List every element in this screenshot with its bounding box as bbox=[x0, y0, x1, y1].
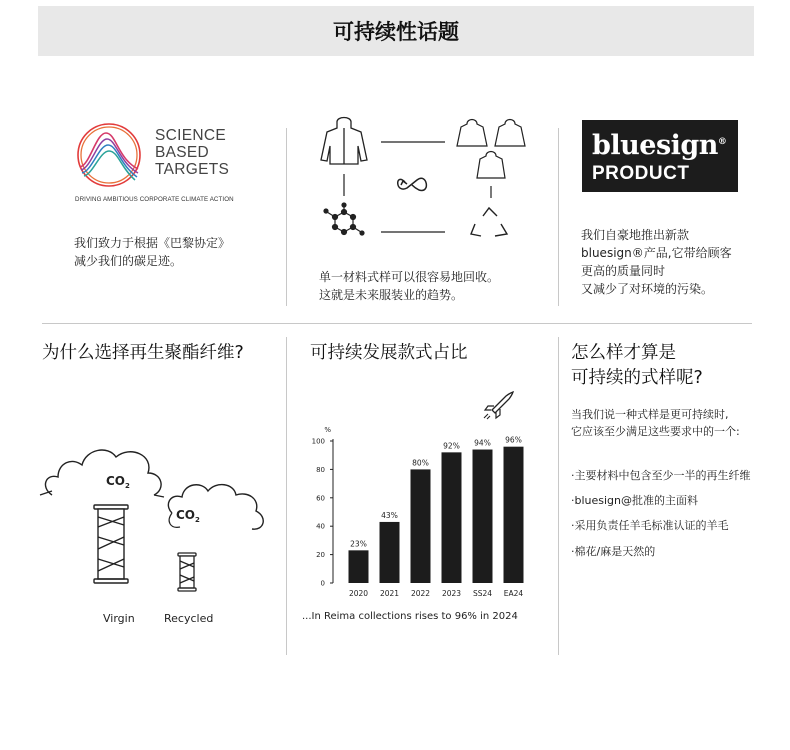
co2-label-virgin: $CO_2$ bbox=[106, 474, 130, 490]
loop-icon bbox=[398, 178, 427, 190]
x-tick-label: 2021 bbox=[379, 589, 400, 598]
sbt-tagline: DRIVING AMBITIOUS CORPORATE CLIMATE ACTION bbox=[75, 196, 234, 203]
style-requirement-item: ·bluesign@批准的主面料 bbox=[571, 494, 699, 507]
style-requirement-item: ·棉花/麻是天然的 bbox=[571, 545, 656, 558]
bar bbox=[411, 469, 431, 583]
divider-bottom-right bbox=[558, 337, 559, 655]
title-line: 怎么样才算是 bbox=[571, 343, 676, 363]
recycle-icon bbox=[471, 208, 507, 236]
text-line: 当我们说一种式样是更可持续时, bbox=[571, 408, 729, 421]
page-header bbox=[38, 6, 754, 56]
bar bbox=[380, 522, 400, 583]
cloud-icon bbox=[168, 485, 263, 530]
text-line: 又减少了对环境的污染。 bbox=[581, 282, 714, 296]
sbt-logo-line: BASED bbox=[155, 144, 210, 161]
bar-value-label: 96% bbox=[505, 435, 522, 445]
rocket-icon bbox=[482, 390, 516, 420]
text-line: 这就是未来服装业的趋势。 bbox=[319, 288, 464, 302]
style-intro bbox=[571, 406, 740, 440]
co2-label-recycled: $CO_2$ bbox=[176, 508, 200, 524]
bluesign-logo-product: PRODUCT bbox=[592, 163, 690, 184]
y-tick-label: 40 bbox=[316, 522, 325, 531]
text-line: 我们自豪地推出新款 bbox=[581, 228, 690, 242]
y-tick-label: 0 bbox=[320, 579, 325, 588]
bluesign-wordmark: bluesign bbox=[592, 130, 718, 161]
virgin-label: Virgin bbox=[103, 612, 135, 625]
text-line: 它应该至少满足这些要求中的一个: bbox=[571, 425, 740, 438]
recycled-spool-icon bbox=[178, 553, 196, 591]
x-tick-label: EA24 bbox=[503, 589, 524, 598]
text-line: 我们致力于根据《巴黎协定》 bbox=[74, 236, 231, 250]
bar-value-label: 43% bbox=[381, 510, 398, 520]
x-tick-label: SS24 bbox=[472, 589, 493, 598]
text-line: bluesign®产品,它带给顾客 bbox=[581, 246, 732, 260]
cloud-icon bbox=[45, 450, 161, 495]
bar bbox=[473, 450, 493, 583]
x-tick-label: 2022 bbox=[410, 589, 431, 598]
title-line: 可持续的式样呢? bbox=[571, 368, 703, 388]
chart-caption: ...In Reima collections rises to 96% in 2024 bbox=[302, 611, 518, 622]
chart-title: 可持续发展款式占比 bbox=[310, 343, 468, 363]
x-tick-label: 2023 bbox=[441, 589, 462, 598]
text-line: 更高的质量同时 bbox=[581, 264, 666, 278]
y-tick-label: 80 bbox=[316, 465, 325, 474]
bar-value-label: 23% bbox=[350, 539, 367, 549]
divider-horizontal bbox=[42, 323, 752, 324]
virgin-spool-icon bbox=[94, 505, 128, 583]
style-requirement-item: ·采用负责任羊毛标准认证的羊毛 bbox=[571, 519, 729, 532]
bar bbox=[349, 550, 369, 583]
bluesign-description bbox=[581, 226, 732, 298]
sbt-logo-icon bbox=[74, 119, 144, 191]
sbt-logo-text bbox=[155, 127, 229, 178]
divider-bottom-left bbox=[286, 337, 287, 655]
divider-top-right bbox=[558, 128, 559, 306]
x-tick-label: 2020 bbox=[348, 589, 369, 598]
mono-material-diagram bbox=[315, 112, 540, 252]
mono-description bbox=[319, 268, 499, 304]
bluesign-logo-word bbox=[592, 126, 728, 162]
bluesign-logo bbox=[582, 120, 738, 192]
page-title: 可持续性话题 bbox=[333, 20, 459, 44]
registered-mark: ® bbox=[717, 137, 727, 147]
sbt-logo-line: TARGETS bbox=[155, 161, 230, 178]
bar-value-label: 92% bbox=[443, 441, 460, 451]
y-tick-label: 60 bbox=[316, 494, 325, 503]
recycled-label: Recycled bbox=[164, 612, 214, 625]
recycled-title: 为什么选择再生聚酯纤维? bbox=[42, 343, 244, 363]
y-tick-label: 100 bbox=[311, 437, 325, 446]
text-line: 单一材料式样可以很容易地回收。 bbox=[319, 270, 500, 284]
divider-top-left bbox=[286, 128, 287, 306]
text-line: 减少我们的碳足迹。 bbox=[74, 254, 183, 268]
sbt-logo-line: SCIENCE bbox=[155, 127, 227, 144]
jacket-icon bbox=[321, 118, 367, 165]
bar-value-label: 94% bbox=[474, 438, 491, 448]
y-tick-label: 20 bbox=[316, 551, 325, 560]
molecule-icon bbox=[324, 203, 364, 235]
bar-value-label: 80% bbox=[412, 458, 429, 468]
family-icon bbox=[457, 120, 525, 179]
bar-chart bbox=[300, 420, 535, 605]
bar bbox=[442, 452, 462, 583]
style-requirement-item: ·主要材料中包含至少一半的再生纤维 bbox=[571, 469, 751, 482]
bar bbox=[504, 447, 524, 583]
sbt-description bbox=[74, 234, 230, 270]
co2-illustration bbox=[36, 425, 272, 595]
style-title bbox=[571, 341, 703, 391]
y-axis-label: % bbox=[324, 426, 331, 434]
